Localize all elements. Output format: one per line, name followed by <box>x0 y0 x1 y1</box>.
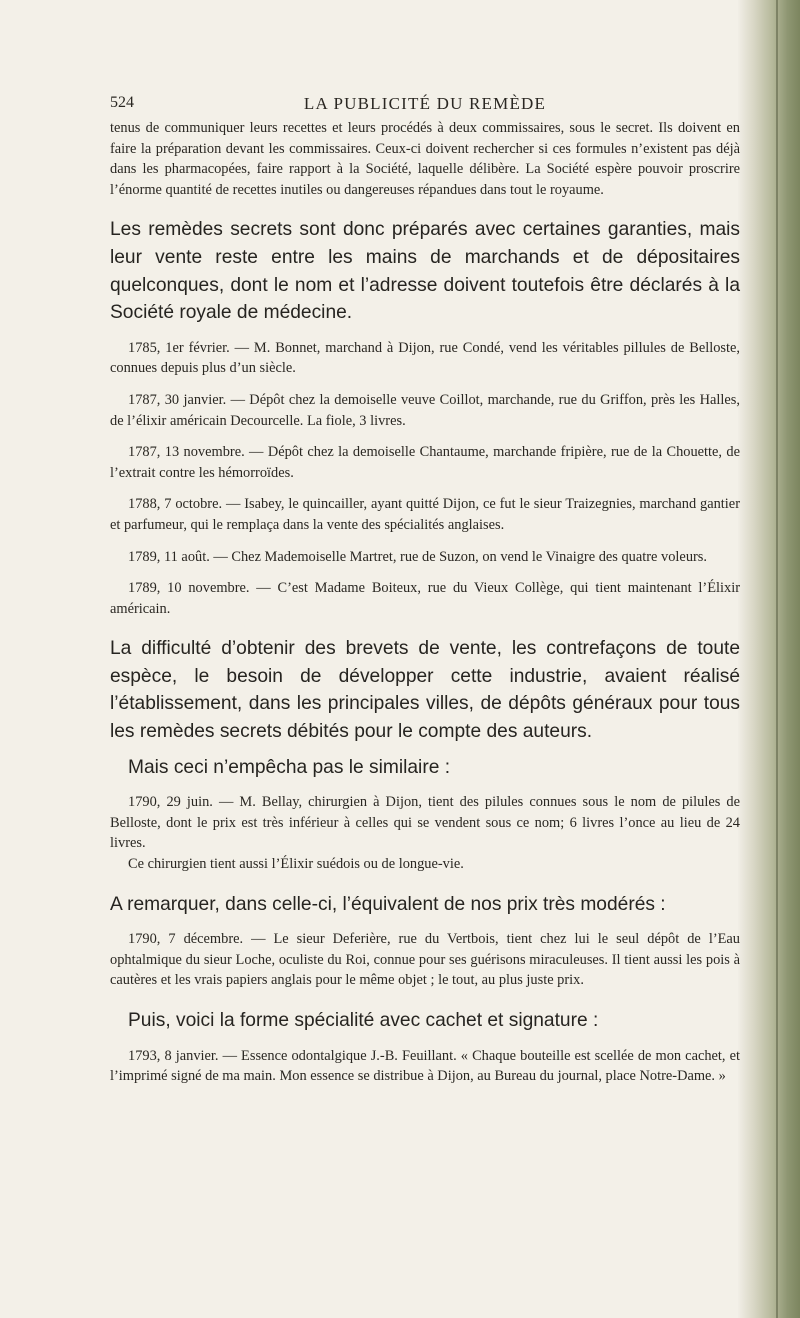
entry-1788: 1788, 7 octobre. — Isabey, le quincailler, ayant quitté Dijon, ce fut le sieur Traizegnies, marchand gantier et parfumeur, qui le remplaça dans la vente des spécialités anglaises. <box>110 496 740 533</box>
entry-1787-janvier: 1787, 30 janvier. — Dépôt chez la demoiselle veuve Coillot, marchande, rue du Griffon, près les Halles, de l’élixir américain Decourcelle. La fiole, 3 livres. <box>110 391 740 429</box>
page-body <box>110 118 740 1087</box>
book-spine <box>738 0 800 1318</box>
entry-1790-juin: 1790, 29 juin. — M. Bellay, chirurgien à Dijon, tient des pilules connues sous le nom de pilules de Belloste, dont le prix est très inférieur à celles qui se vendent sous ce nom; 6 livres l’once au lieu de 24 livres. <box>110 794 740 852</box>
heading-paragraph-remarquer: A remarquer, dans celle-ci, l’équivalent de nos prix très modérés : <box>110 893 666 915</box>
page-header <box>110 94 740 118</box>
heading-paragraph-mais: Mais ceci n’empêcha pas le similaire : <box>128 756 451 778</box>
heading-paragraph-puis: Puis, voici la forme spécialité avec cachet et signature : <box>128 1010 599 1031</box>
heading-paragraph-difficulte: La difficulté d’obtenir des brevets de vente, les contrefaçons de toute espèce, le besoin de développer cette industrie, avaient réalisé l’établissement, dans les principales villes, de dépôts généraux pour tous les remèdes secrets débités pour le compte des auteurs. <box>110 638 740 743</box>
entry-1787-novembre: 1787, 13 novembre. — Dépôt chez la demoiselle Chantaume, marchande fripière, rue de la Chouette, de l’extrait contre les hémorroïdes. <box>110 444 740 481</box>
entry-1789-aout: 1789, 11 août. — Chez Mademoiselle Martret, rue de Suzon, on vend le Vinaigre des quatre voleurs. <box>128 548 708 565</box>
entry-1793: 1793, 8 janvier. — Essence odontalgique J.-B. Feuillant. « Chaque bouteille est scellée de mon cachet, et l’imprimé signé de ma main. Mon essence se distribue à Dijon, au Bureau du journal, place Notre-Dame. » <box>110 1047 740 1085</box>
heading-paragraph-remedes: Les remèdes secrets sont donc préparés avec certaines garanties, mais leur vente reste entre les mains de marchands et de dépositaires quelconques, dont le nom et l’adresse doivent toutefois être déclarés à la Société royale de médecine. <box>110 219 740 324</box>
entry-1785: 1785, 1er février. — M. Bonnet, marchand à Dijon, rue Condé, vend les véritables pillules de Belloste, connues depuis plus d’un siècle. <box>110 339 740 377</box>
entry-1790-elixir: Ce chirurgien tient aussi l’Élixir suédois ou de longue-vie. <box>128 856 464 873</box>
running-title: LA PUBLICITÉ DU REMÈDE <box>303 94 547 113</box>
spine-shadow <box>776 0 778 1318</box>
intro-paragraph: tenus de communiquer leurs recettes et leurs procédés à deux commissaires, sous le secret. Ils doivent en faire la préparation devant les commissaires. Ceux-ci doivent rechercher si ces formules n’existent pas déjà dans les pharmacopées, faire rapport à la Société, laquelle délibère. La Société espère pouvoir proscrire l’énorme quantité de recettes inutiles ou dangereuses répandues dans tout le royaume. <box>110 120 740 198</box>
entry-1789-novembre: 1789, 10 novembre. — C’est Madame Boiteux, rue du Vieux Collège, qui tient maintenant l’Élixir américain. <box>110 580 740 617</box>
page-number: 524 <box>110 94 134 111</box>
entry-1790-decembre: 1790, 7 décembre. — Le sieur Deferière, rue du Vertbois, tient chez lui le seul dépôt de l’Eau ophtalmique du sieur Loche, oculiste du Roi, connue pour ses guérisons miraculeuses. Il tient aussi les pois à cautères et les vrais papiers anglais pour le même objet ; le tout, au plus juste prix. <box>110 931 740 989</box>
